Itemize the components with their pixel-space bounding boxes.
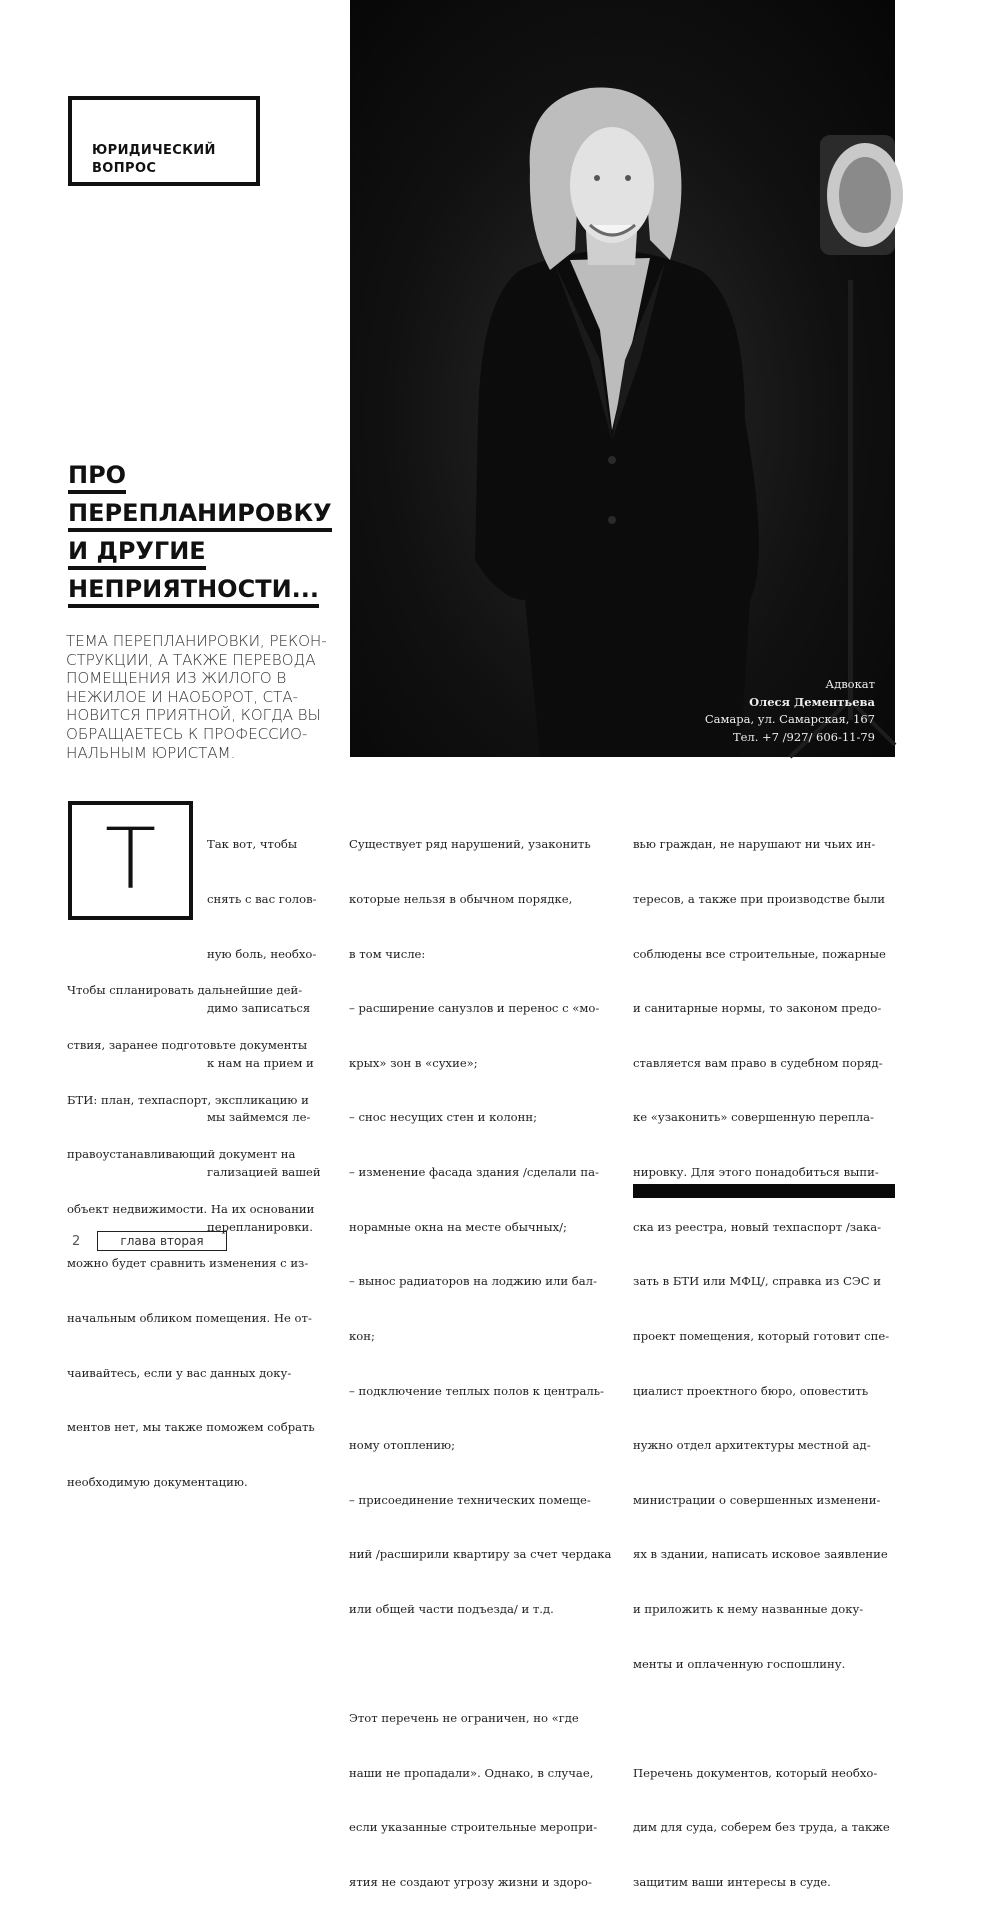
article-title — [68, 456, 332, 608]
section-label: ЮРИДИЧЕСКИЙ ВОПРОС — [92, 143, 216, 176]
closing-rule — [633, 1184, 895, 1198]
section-label-box — [68, 96, 260, 186]
chapter-label: глава вторая — [97, 1231, 227, 1251]
title-line: ПРО — [68, 460, 126, 494]
caption-role: Адвокат — [825, 677, 875, 691]
column-3-body: вью граждан, не нарушают ни чьих ин- тересов, а также при производстве были соблюдены все строительные, пожарные и санитарные нормы, то законом предо- ставляется вам право в судебном поряд- ке «узаконить» совершенную перепла- нировку. Для этого понадобиться выпи- ска из реестра, новый техпаспорт /зака- зать в БТИ или МФЦ/, справка из СЭС и проект помещения, который готовит спе- циалист проектного бюро, оповестить нужно отдел архитектуры местной ад- министрации о совершенных изменени- ях в здании, написать исковое заявление и приложить к нему названные доку- менты и оплаченную госпошлину. Перечень документов, который необхо- дим для суда, соберем без труда, а также защитим ваши интересы в суде. — [633, 837, 890, 1889]
title-line: И ДРУГИЕ — [68, 536, 206, 570]
photo-caption — [705, 676, 875, 746]
title-line: ПЕРЕПЛАНИРОВКУ — [68, 498, 332, 532]
page-number: 2 — [72, 1234, 81, 1249]
title-line: НЕПРИЯТНОСТИ... — [68, 574, 319, 608]
drop-cap-letter: Т — [104, 810, 157, 908]
column-2-body: Существует ряд нарушений, узаконить которые нельзя в обычном порядке, в том числе: – расширение санузлов и перенос с «мо- крых» зон в «сухие»; – снос несущих стен и колонн; – изменение фасада здания /сделали па- норамные окна на месте обычных/; – вынос радиаторов на лоджию или бал- кон; – подключение теплых полов к централь- ному отоплению; – присоединение технических помеще- ний /расширили квартиру за счет чердака или общей части подъезда/ и т.д. Этот перечень не ограничен, но «где наши не пропадали». Однако, в случае, если указанные строительные меропри- ятия не создают угрозу жизни и здоро- — [349, 837, 612, 1889]
caption-name: Олеся Дементьева — [749, 694, 875, 709]
caption-address: Самара, ул. Самарская, 167 — [704, 712, 875, 726]
column-1-intro: Так вот, чтобы снять с вас голов- ную боль, необхо- димо записаться к нам на прием и мы займемся ле- гализацией вашей перепланировки. — [207, 837, 321, 1234]
drop-cap-box — [68, 801, 193, 920]
column-1-body: Чтобы спланировать дальнейшие дей- ствия, заранее подготовьте документы БТИ: план, техпаспорт, экспликацию и правоустанавливающий документ на объект недвижимости. На их основании можно будет сравнить изменения с из- начальным обликом помещения. Не от- чаивайтесь, если у вас данных доку- ментов нет, мы также поможем собрать необходимую документацию. — [67, 983, 315, 1489]
portrait-photo — [350, 0, 895, 757]
caption-phone: Тел. +7 /927/ 606-11-79 — [732, 729, 875, 744]
portrait-illustration — [350, 0, 895, 757]
article-lead: ТЕМА ПЕРЕПЛАНИРОВКИ, РЕКОН- СТРУКЦИИ, А ТАКЖЕ ПЕРЕВОДА ПОМЕЩЕНИЯ ИЗ ЖИЛОГО В НЕЖИЛОЕ И НАОБОРОТ, СТА- НОВИТСЯ ПРИЯТНОЙ, КОГДА ВЫ ОБРАЩАЕТЕСЬ К ПРОФЕССИО- НАЛЬНЫМ ЮРИСТАМ. — [66, 632, 327, 762]
